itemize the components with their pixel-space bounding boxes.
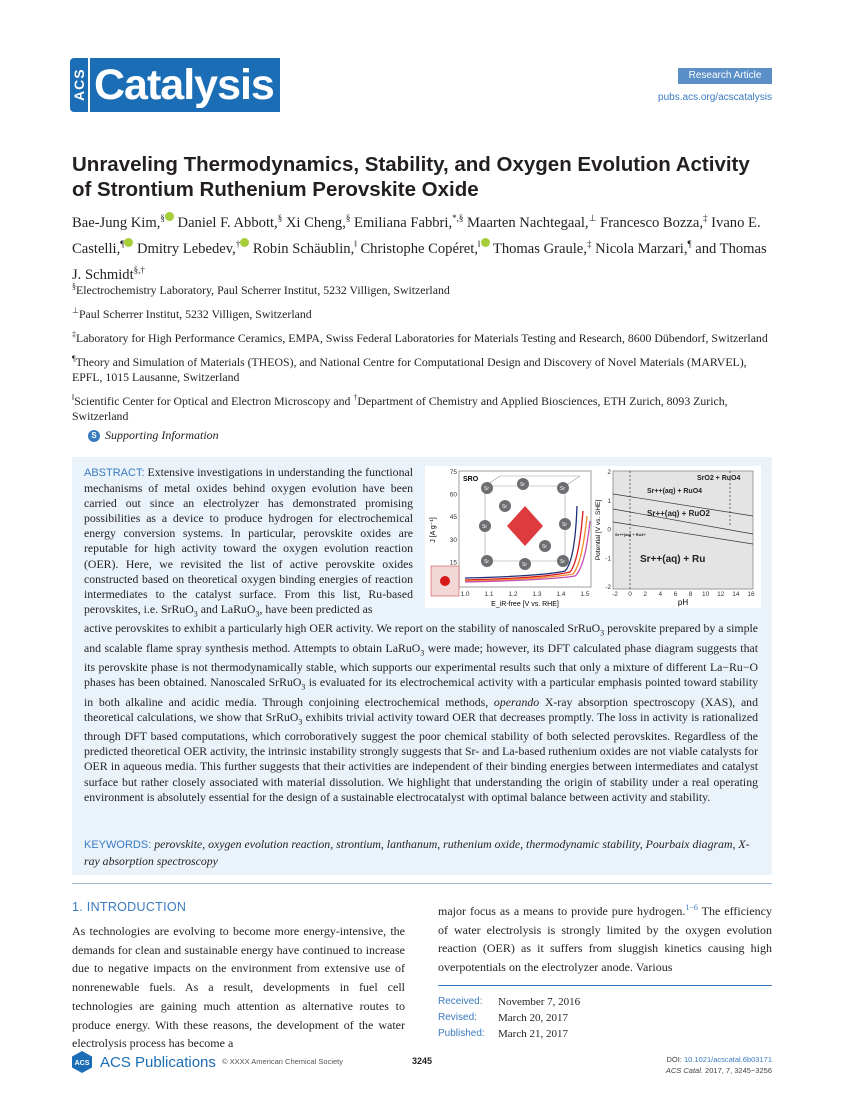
toc-sr-atom-label: Sr [542,544,547,550]
toc-left-ytick: 60 [449,491,457,499]
date-label: Received: [438,996,483,1007]
body-column-left [72,922,405,1053]
toc-right-ytick: 2 [607,469,611,476]
toc-sr-atom-label: Sr [484,559,489,565]
logo-acs: ACS [70,58,88,112]
author-affiliation-mark: ‡ [703,213,708,223]
author-affiliation-mark: ‖ [354,238,357,249]
author-name[interactable]: Maarten Nachtegaal, [467,214,589,231]
toc-graphic [425,466,761,608]
author-name[interactable]: Robin Schäublin, [252,240,355,257]
intro-paragraph-2 [438,899,772,977]
date-value: March 20, 2017 [498,1012,568,1024]
date-value: November 7, 2016 [498,996,581,1008]
intro-paragraph-1: As technologies are evolving to become more energy-intensive, the demands for clean and sustainable energy have continued to increase due to negative impacts on the environment from extensive use of nonrenewable fuels. As a result, developments in fuel cell technologies are gaining much attention as alternative routes to produce energy. With these reasons, the development of the water electrolysis process has become a [72,924,405,1051]
toc-right-xlabel: pH [677,598,689,607]
author-name[interactable]: Daniel F. Abbott, [177,214,278,231]
author-affiliation-mark: ‖ [477,238,481,249]
author-name[interactable]: Xi Cheng, [285,214,346,231]
toc-region-4: Sr++(aq) + Ru [640,554,706,565]
publisher-name: ACS Publications [100,1053,216,1071]
keywords-text: perovskite, oxygen evolution reaction, strontium, lanthanum, ruthenium oxide, thermodynamic stability, Pourbaix diagram, X-ray absorption spectroscopy [84,837,750,868]
journal-url-link[interactable]: pubs.acs.org/acscatalysis [658,92,772,103]
toc-left-ytick: 45 [449,514,457,522]
date-row [438,1026,772,1042]
author-name[interactable]: Bae-Jung Kim, [72,214,161,231]
author-affiliation-mark: §,† [133,264,145,275]
citation-ref-link[interactable]: 1−6 [685,903,698,912]
keywords [84,837,762,869]
toc-region-2: Sr++(aq) + RuO4 [647,488,703,495]
affiliation-list [72,279,772,429]
affiliation: ‡Laboratory for High Performance Ceramics, EMPA, Swiss Federal Laboratories for Materials Testing and Research, 8600 Dübendorf, Switzerland [72,329,768,345]
doi-prefix: DOI: [666,1055,684,1064]
author-affiliation-mark: ⊥ [588,213,597,223]
orcid-icon[interactable] [240,238,249,247]
toc-right-xtick: 12 [717,591,725,598]
toc-left-xtick: 1.3 [532,591,542,598]
toc-sro-label: SRO [463,476,479,483]
page-number: 3245 [412,1056,433,1066]
body-column-right [438,899,772,977]
toc-right-ytick: -1 [605,555,611,563]
toc-right-ytick: -2 [605,584,611,591]
toc-right-ytick: 1 [607,497,611,505]
toc-left-ytick: 30 [449,536,457,544]
toc-right-xtick: 16 [747,591,755,598]
journal-logo[interactable] [70,58,280,112]
toc-sr-atom-label: Sr [520,482,525,488]
logo-journal-name: Catalysis [90,58,280,112]
intro-text-a: major focus as a means to provide pure hydrogen. [438,904,686,918]
toc-left-xtick: 1.1 [484,591,494,598]
author-list [72,208,772,286]
date-label: Revised: [438,1012,477,1023]
toc-sr-atom-label: Sr [482,524,487,530]
svg-text:ACS: ACS [74,1060,90,1067]
keywords-lead: KEYWORDS: [84,839,152,851]
author-name[interactable]: Francesco Bozza, [600,214,703,231]
author-name[interactable]: Nicola Marzari, [595,240,688,257]
abstract-lead: ABSTRACT: [84,467,145,479]
author-name[interactable]: Emiliana Fabbri, [354,214,453,231]
doi-link[interactable]: 10.1021/acscatal.6b03171 [684,1055,772,1064]
toc-left-xtick: 1.4 [556,591,566,598]
affiliation: §Electrochemistry Laboratory, Paul Scherrer Institut, 5232 Villigen, Switzerland [72,282,450,297]
orcid-icon[interactable] [165,212,174,221]
toc-right-xtick: 4 [658,591,663,598]
section-heading: 1. INTRODUCTION [72,900,187,914]
citation-details: 2017, 7, 3245−3256 [702,1066,772,1075]
orcid-icon[interactable] [124,238,133,247]
section-divider [72,883,772,884]
toc-inset [431,566,459,596]
author-name[interactable]: Ivano E. Castelli, [72,214,761,257]
toc-left-xtick: 1.2 [508,591,518,598]
toc-left-ytick: 75 [449,469,457,476]
author-affiliation-mark: ¶ [120,238,125,249]
acs-publications-logo[interactable] [70,1050,216,1074]
toc-right-xtick: 0 [628,591,632,598]
date-row [438,994,772,1010]
toc-region-5: Sr++(aq) + Ru3+ [615,532,646,537]
toc-region-1: SrO2 + RuO4 [697,475,741,482]
affiliation: ‖Scientific Center for Optical and Electron Microscopy and †Department of Chemistry and Applied Biosciences, ETH Zurich, 8093 Zurich, Switzerland [72,392,728,423]
toc-sr-atom-label: Sr [560,486,565,492]
affiliation: ¶Theory and Simulation of Materials (THEOS), and National Centre for Computational Design and Discovery of Novel Materials (MARVEL), EPFL, 1015 Lausanne, Switzerland [72,353,747,384]
date-label: Published: [438,1028,485,1039]
toc-sr-atom-label: Sr [562,522,567,528]
toc-right-xtick: 6 [673,591,678,598]
toc-right-xtick: 14 [732,591,740,598]
doi-citation [560,1054,772,1076]
abstract-text-part2: active perovskites to exhibit a particularly high OER activity. We report on the stability of nanoscaled SrRuO$_3$ perovskite prepared by a simple and scalable flame spray synthesis method. Attempts to obtain LaRuO$_3$ were made; however, its DFT calculated phase diagram suggests that its perovskite phase is not thermodynamically stable, which supports our experimental results such that only a mixture of different La−Ru−O phases has been obtained. Nanoscaled SrRuO$_3$ is evaluated for its electrochemical activity with a particular emphasis pointed toward stability in both alkaline and acidic media. Through conjoining electrochemical methods, operando X-ray absorption spectroscopy (XAS), and theoretical calculations, we show that SrRuO$_3$ exhibits trivial activity toward OER that decreases promptly. The loss in activity is rationalized through DFT based computations, which corroboratively suggest the poor chemical stability of both selected perovskites. Regardless of the predicted theoretical OER activity, the intrinsic instability strongly suggests that Sr- and La-based ruthenium oxides are not viable catalysts for OER in aqueous media. This further suggests that their activities are independent of their binding energies between intermediates and catalyst surface but rather closely associated with material dissolution. We highlight that understanding the origin of stability under a real operating environment is absolutely essential for the design of a sustainable electrocatalyst with optimal balance between activity and stability. [84,621,758,804]
article-title: Unraveling Thermodynamics, Stability, and Oxygen Evolution Activity of Strontium Ruthenium Perovskite Oxide [72,153,750,201]
affiliation: ⊥Paul Scherrer Institut, 5232 Villigen, Switzerland [72,305,312,321]
toc-sr-atom-label: Sr [502,504,507,510]
author-name[interactable]: and Thomas J. Schmidt [72,240,767,283]
toc-right-xtick: 2 [643,591,648,598]
toc-right-xtick: 10 [702,591,710,598]
citation-journal: ACS Catal. [665,1066,703,1075]
author-name[interactable]: Dmitry Lebedev, [136,240,236,257]
author-affiliation-mark: § [345,213,351,223]
toc-right-xtick: 8 [688,591,693,598]
orcid-icon[interactable] [481,238,490,247]
author-affiliation-mark: § [277,213,283,223]
toc-left-xlabel: E_iR-free [V vs. RHE] [491,601,559,608]
toc-right-ylabel: Potential [V vs. SHE] [595,499,602,561]
toc-sr-atom-label: Sr [522,562,527,568]
toc-left-xtick: 1.5 [580,591,590,598]
author-name[interactable]: Thomas Graule, [492,240,587,257]
article-dates [438,985,772,1042]
date-row [438,1010,772,1026]
article-type-badge: Research Article [678,68,772,84]
toc-region-3: Sr++(aq) + RuO2 [647,509,710,518]
abstract-text-part1: Extensive investigations in understanding the functional mechanisms of metal oxides behind oxygen evolution have been carried out since an electrolyzer has demonstrated promising possibilities as a device to produce hydrogen for electrochemical energy conversion systems. In particular, perovskite oxides are reputable for high activity toward the oxygen evolution reaction (OER). Here, we revisited the list of active perovskite oxides constructed based on theoretical oxygen binding energies of reaction intermediates to the catalyst surface. From this list, Ru-based perovskites, i.e. SrRuO$_3$ and LaRuO$_3$, have been predicted as [84,465,413,619]
intro-text-b: The efficiency of water electrolysis is strongly limited by the oxygen evolution reaction (OER) as it suffers from sluggish kinetics causing high overpotentials on the electrolyzer anode. Various [438,904,772,975]
supporting-info-label: Supporting Information [105,428,219,442]
author-affiliation-mark: ‡ [586,238,592,249]
toc-right-panel [595,469,755,607]
supporting-information-link[interactable] [88,428,219,443]
author-affiliation-mark: *,§ [452,213,464,223]
acs-hexagon-icon [70,1050,94,1074]
toc-left-xtick: 1.0 [460,591,470,598]
copyright: © XXXX American Chemical Society [222,1057,343,1066]
author-name[interactable]: Christophe Copéret, [360,240,478,257]
abstract-narrow-paragraph [84,465,413,621]
toc-sr-atom-label: Sr [484,486,489,492]
date-value: March 21, 2017 [498,1028,568,1040]
toc-sr-atom-label: Sr [560,559,565,565]
author-affiliation-mark: § [160,213,165,223]
toc-right-xtick: -2 [612,591,618,598]
author-affiliation-mark: † [235,238,241,249]
toc-left-ytick: 15 [449,559,457,567]
author-affiliation-mark: ¶ [687,238,692,249]
toc-left-ylabel: J [A g⁻¹] [430,517,437,543]
toc-right-ytick: 0 [607,526,611,534]
supporting-info-icon: S [88,430,100,442]
